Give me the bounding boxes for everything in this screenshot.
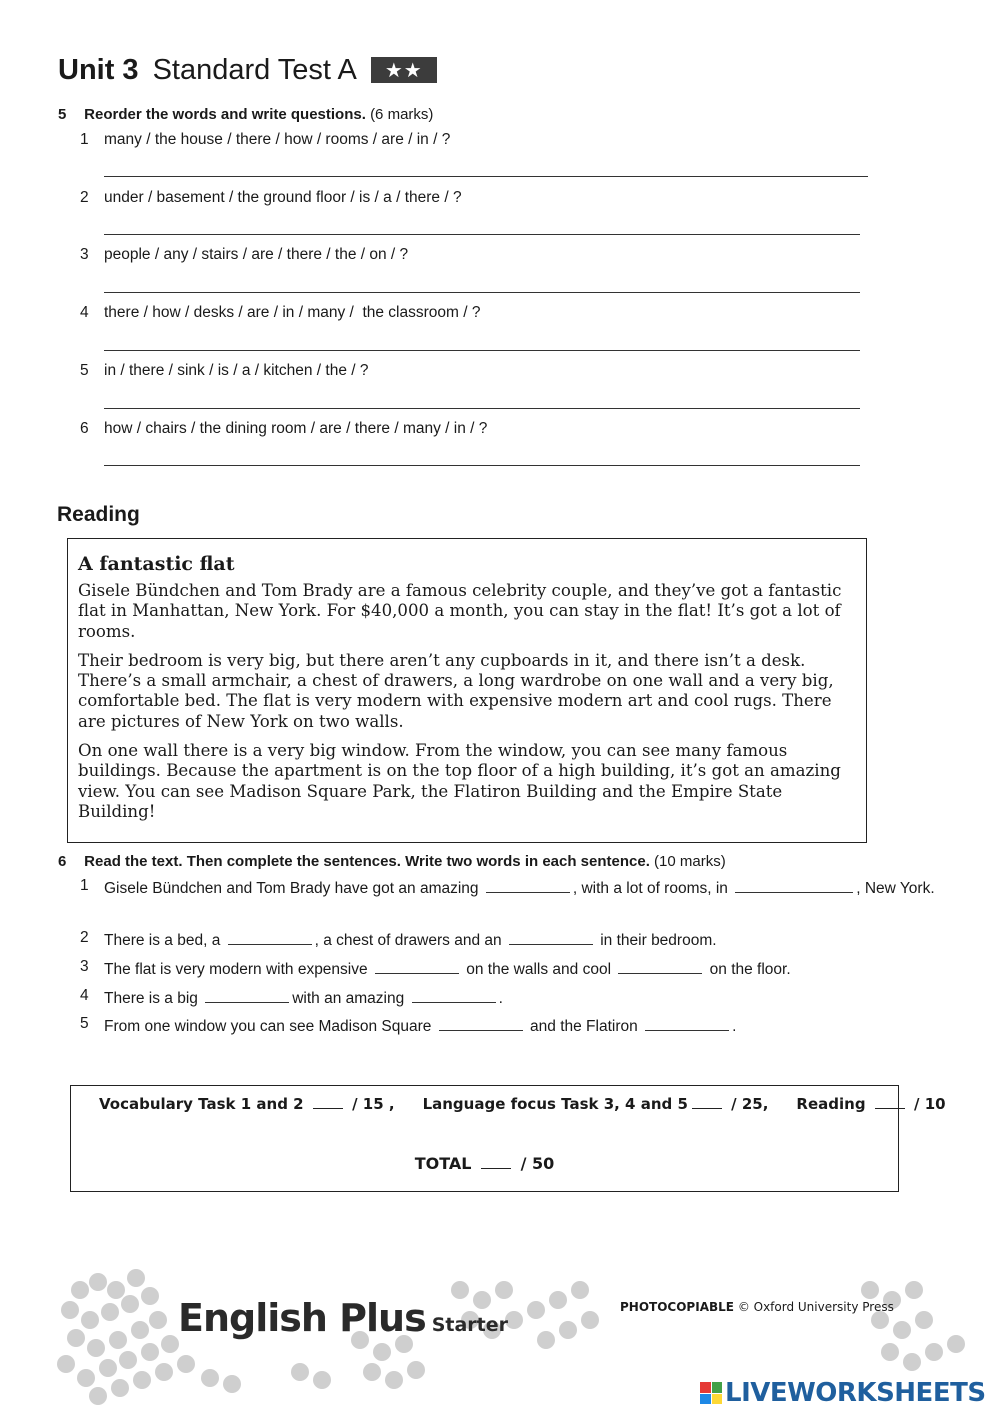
reorder-question bbox=[80, 304, 480, 322]
sentence-text: From one window you can see Madison Square bbox=[104, 1018, 432, 1035]
total-score: TOTAL / 50 bbox=[414, 1154, 555, 1173]
unit-label: Unit 3 bbox=[58, 53, 139, 86]
task6-marks: (10 marks) bbox=[654, 853, 726, 870]
reorder-question bbox=[80, 246, 408, 264]
sentence-number: 3 bbox=[80, 958, 89, 975]
liveworksheets-logo-icon bbox=[700, 1382, 722, 1404]
question-text: how / chairs / the dining room / are / there / many / in / ? bbox=[104, 420, 488, 437]
question-number: 5 bbox=[80, 362, 89, 379]
score-summary-box bbox=[70, 1085, 946, 1192]
sentence-number: 1 bbox=[80, 877, 89, 894]
sentence-number: 4 bbox=[80, 987, 89, 1004]
reorder-question bbox=[80, 420, 487, 438]
question-number: 4 bbox=[80, 304, 89, 321]
completion-sentence bbox=[80, 929, 950, 953]
sentence-text: . bbox=[732, 1018, 737, 1035]
question-number: 1 bbox=[80, 131, 89, 148]
blank-input[interactable] bbox=[618, 960, 702, 974]
question-number: 2 bbox=[80, 189, 89, 206]
vocabulary-score: Vocabulary Task 1 and 2 / 15 , bbox=[99, 1095, 395, 1113]
question-text: in / there / sink / is / a / kitchen / the / ? bbox=[104, 362, 369, 379]
sentence-text: on the walls and cool bbox=[466, 961, 612, 978]
sentence-text: There is a big bbox=[104, 990, 198, 1007]
page-header bbox=[58, 50, 437, 90]
reading-score: Reading / 10 bbox=[796, 1095, 946, 1113]
sentence-text: Gisele Bündchen and Tom Brady have got an amazing bbox=[104, 880, 479, 897]
completion-sentence bbox=[80, 987, 950, 1011]
copyright-notice: PHOTOCOPIABLE © Oxford University Press bbox=[620, 1300, 894, 1314]
sentence-text: and the Flatiron bbox=[530, 1018, 638, 1035]
question-text: under / basement / the ground floor / is / a / there / ? bbox=[104, 189, 462, 206]
reading-paragraph: Gisele Bündchen and Tom Brady are a famous celebrity couple, and they’ve got a fantastic flat in Manhattan, New York. For $40,000 a month, you can stay in the flat! It’s got a lot of rooms. bbox=[78, 581, 842, 641]
answer-line[interactable] bbox=[104, 234, 860, 235]
reading-paragraph: Their bedroom is very big, but there aren’t any cupboards in it, and there isn’t a desk. There’s a small armchair, a chest of drawers, a long wardrobe on one wall and a very big, comfortable bed. The flat is very modern with expensive modern art and cool rugs. There are pictures of New York on two walls. bbox=[78, 650, 834, 731]
score-blank[interactable] bbox=[481, 1155, 511, 1169]
task6-heading bbox=[58, 853, 726, 870]
answer-line[interactable] bbox=[104, 465, 860, 466]
blank-input[interactable] bbox=[205, 989, 289, 1003]
blank-input[interactable] bbox=[228, 931, 312, 945]
answer-line[interactable] bbox=[104, 350, 860, 351]
question-number: 6 bbox=[80, 420, 89, 437]
english-plus-logo: English Plus Starter bbox=[178, 1296, 509, 1340]
liveworksheets-watermark: LIVEWORKSHEETS bbox=[700, 1378, 986, 1408]
reading-box-title: A fantastic flat bbox=[78, 553, 235, 575]
page-footer bbox=[0, 1260, 1000, 1413]
blank-input[interactable] bbox=[509, 931, 593, 945]
score-blank[interactable] bbox=[692, 1095, 722, 1109]
reading-text-box bbox=[67, 538, 867, 843]
blank-input[interactable] bbox=[439, 1017, 523, 1031]
question-text: many / the house / there / how / rooms / are / in / ? bbox=[104, 131, 451, 148]
task6-number: 6 bbox=[58, 853, 67, 870]
blank-input[interactable] bbox=[645, 1017, 729, 1031]
completion-sentence bbox=[80, 1015, 950, 1039]
language-focus-score: Language focus Task 3, 4 and 5 / 25, bbox=[422, 1095, 769, 1113]
sentence-text: . bbox=[498, 990, 503, 1007]
reading-paragraph: On one wall there is a very big window. From the window, you can see many famous buildings. Because the apartment is on the top floor of a high building, it’s got an amazing view. You can see Madison Square Park, the Flatiron Building and the Empire State Building! bbox=[78, 741, 841, 821]
score-row bbox=[99, 1095, 946, 1113]
reading-heading: Reading bbox=[57, 503, 140, 526]
task5-instruction: Reorder the words and write questions. bbox=[84, 106, 366, 123]
blank-input[interactable] bbox=[412, 989, 496, 1003]
task5-number: 5 bbox=[58, 106, 67, 123]
blank-input[interactable] bbox=[735, 879, 853, 893]
blank-input[interactable] bbox=[375, 960, 459, 974]
sentence-text: , New York. bbox=[856, 880, 935, 897]
sentence-text: The flat is very modern with expensive bbox=[104, 961, 368, 978]
sentence-text: with an amazing bbox=[292, 990, 405, 1007]
test-title: Standard Test A bbox=[152, 53, 357, 86]
sentence-text: in their bedroom. bbox=[600, 932, 717, 949]
question-text: people / any / stairs / are / there / the / on / ? bbox=[104, 246, 409, 263]
reorder-question bbox=[80, 362, 368, 380]
sentence-text: on the floor. bbox=[709, 961, 791, 978]
sentence-number: 2 bbox=[80, 929, 89, 946]
score-blank[interactable] bbox=[875, 1095, 905, 1109]
answer-line[interactable] bbox=[104, 408, 860, 409]
question-number: 3 bbox=[80, 246, 89, 263]
sentence-text: There is a bed, a bbox=[104, 932, 221, 949]
reorder-question bbox=[80, 189, 462, 207]
question-text: there / how / desks / are / in / many / the classroom / ? bbox=[104, 304, 481, 321]
task5-heading bbox=[58, 106, 433, 123]
difficulty-stars-icon: ★★ bbox=[371, 57, 437, 83]
answer-line[interactable] bbox=[104, 292, 860, 293]
answer-line[interactable] bbox=[104, 176, 868, 177]
reorder-question bbox=[80, 131, 450, 149]
task6-instruction: Read the text. Then complete the sentences. Write two words in each sentence. bbox=[84, 853, 650, 870]
sentence-number: 5 bbox=[80, 1015, 89, 1032]
blank-input[interactable] bbox=[486, 879, 570, 893]
sentence-text: , with a lot of rooms, in bbox=[572, 880, 728, 897]
score-blank[interactable] bbox=[313, 1095, 343, 1109]
completion-sentence bbox=[80, 958, 950, 982]
completion-sentence bbox=[80, 877, 950, 901]
sentence-text: , a chest of drawers and an bbox=[314, 932, 502, 949]
task5-marks: (6 marks) bbox=[370, 106, 434, 123]
